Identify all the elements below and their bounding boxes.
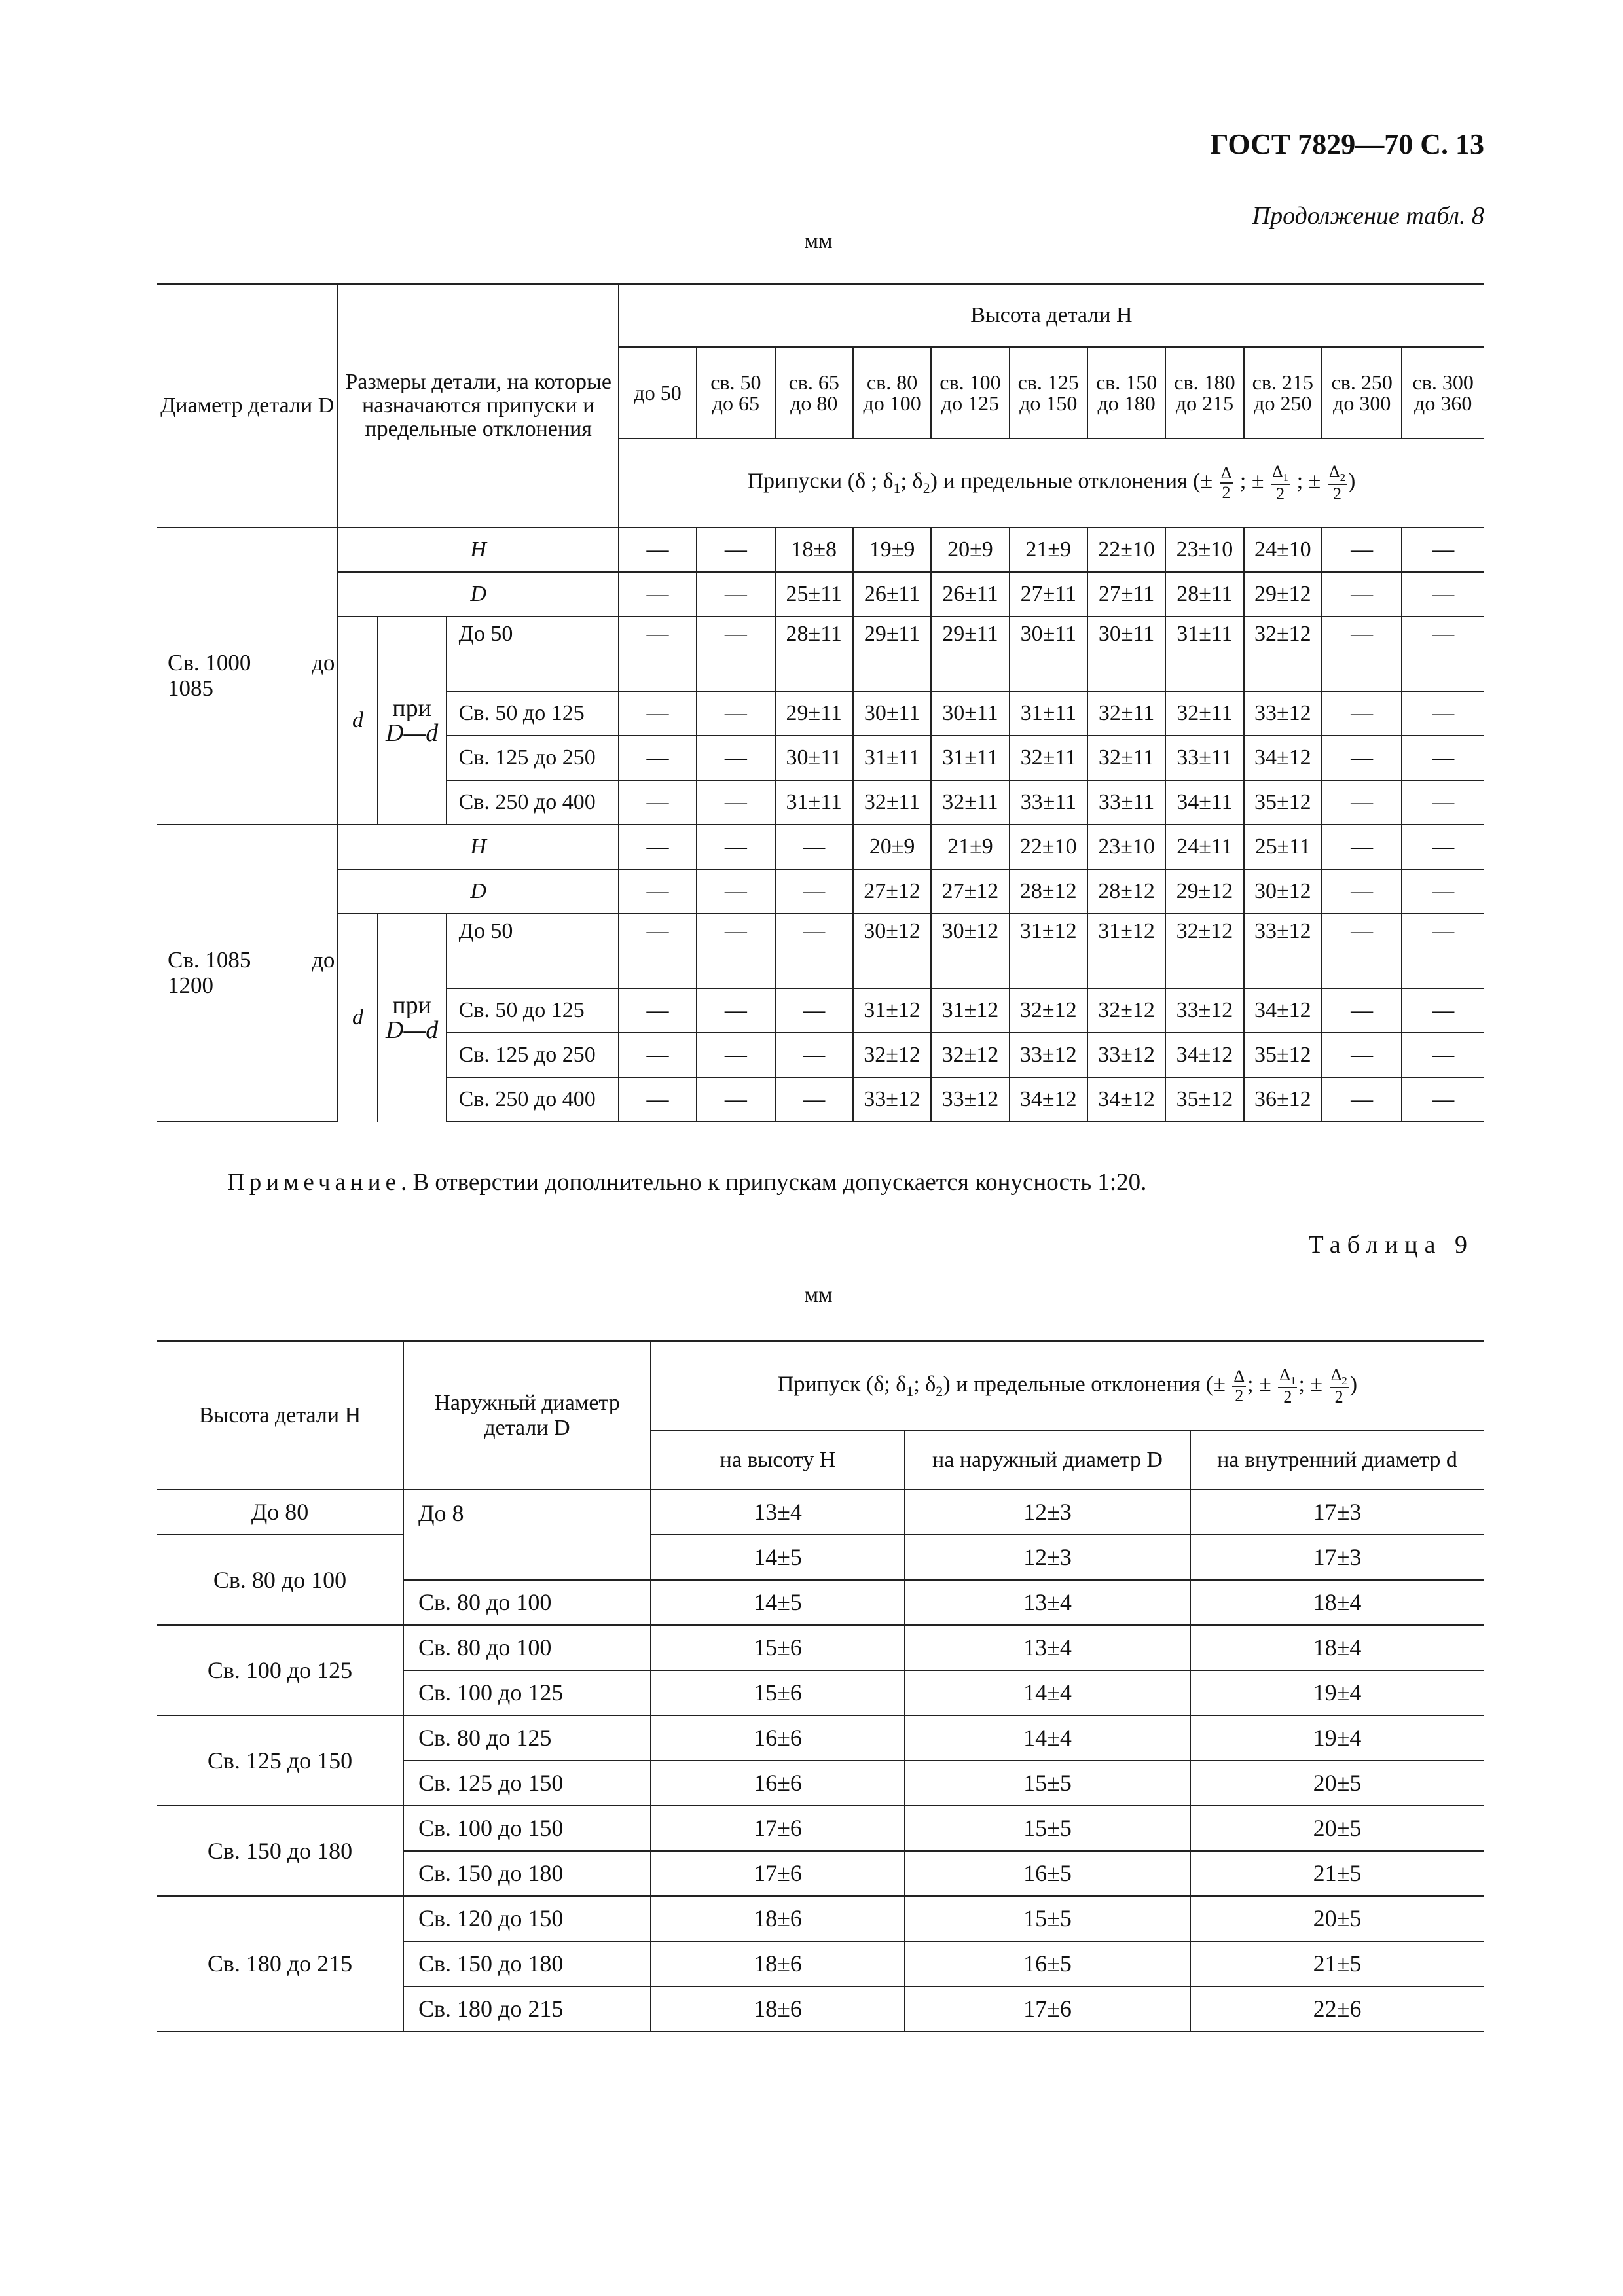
allowance-cell: 17±6 <box>651 1806 905 1851</box>
value-cell: — <box>1402 736 1484 780</box>
allowance-cell: 19±4 <box>1190 1715 1484 1761</box>
allowance-cell: 20±5 <box>1190 1896 1484 1941</box>
allowance-cell: 18±6 <box>651 1941 905 1986</box>
outer-diameter-cell: Св. 180 до 215 <box>403 1986 651 2032</box>
height-col-header: св. 50 до 65 <box>697 347 775 439</box>
table-row <box>157 1490 1484 1535</box>
value-cell: 31±12 <box>1087 914 1165 988</box>
value-cell: 27±12 <box>853 869 931 914</box>
allowance-cell: 21±5 <box>1190 1851 1484 1896</box>
value-cell: 33±11 <box>1010 780 1087 825</box>
row-label-d: d <box>338 617 377 825</box>
value-cell: 21±9 <box>931 825 1009 869</box>
table-row <box>157 528 1484 572</box>
diameter-cell: Св. 1085 до 1200 <box>157 825 338 1122</box>
table-row <box>157 617 1484 691</box>
value-cell: 34±11 <box>1165 780 1243 825</box>
table-row <box>157 825 1484 869</box>
value-cell: 30±11 <box>775 736 853 780</box>
row-label-d: d <box>338 914 377 1122</box>
height-col-header: св. 150 до 180 <box>1087 347 1165 439</box>
value-cell: 31±11 <box>931 736 1009 780</box>
value-cell: — <box>697 617 775 691</box>
value-cell: 33±12 <box>931 1077 1009 1122</box>
pri-label: при D—d <box>378 914 447 1122</box>
height-col-header: св. 180 до 215 <box>1165 347 1243 439</box>
value-cell: 18±8 <box>775 528 853 572</box>
value-cell: — <box>619 869 697 914</box>
value-cell: — <box>1322 736 1402 780</box>
value-cell: 34±12 <box>1010 1077 1087 1122</box>
allowance-cell: 18±4 <box>1190 1625 1484 1670</box>
value-cell: 22±10 <box>1010 825 1087 869</box>
sub-2: 2 <box>922 480 930 497</box>
range-label: Св. 50 до 125 <box>447 988 619 1033</box>
height-range-cell: Св. 100 до 125 <box>157 1625 403 1715</box>
value-cell: — <box>1322 617 1402 691</box>
value-cell: 31±11 <box>1010 691 1087 736</box>
outer-diameter-cell: Св. 80 до 125 <box>403 1715 651 1761</box>
value-cell: 32±12 <box>1165 914 1243 988</box>
value-cell: 33±12 <box>1244 914 1322 988</box>
row-label-H: H <box>338 825 618 869</box>
outer-diameter-cell: Св. 80 до 100 <box>403 1580 651 1625</box>
range-label: Св. 50 до 125 <box>447 691 619 736</box>
value-cell: — <box>1402 825 1484 869</box>
allowance-cell: 16±5 <box>905 1941 1190 1986</box>
table-row <box>157 869 1484 914</box>
table-row <box>157 1806 1484 1851</box>
header-allowance: Припуск (δ; $\delta_1$; $\delta_2$) и предельные отклонения (± $\frac{\Delta}{2}$ ; ± $\frac{\Delta_1}{2}$ ; ± $\frac{\Delta_2}{2}$ ) <box>651 1342 1484 1431</box>
value-cell: — <box>619 528 697 572</box>
height-col-header: св. 80 до 100 <box>853 347 931 439</box>
value-cell: — <box>775 825 853 869</box>
value-cell: 31±11 <box>853 736 931 780</box>
height-col-header: св. 250 до 300 <box>1322 347 1402 439</box>
fraction-delta2: $\frac{\Delta_2}{2}$ <box>1328 461 1346 503</box>
outer-diameter-cell: Св. 125 до 150 <box>403 1761 651 1806</box>
allowance-cell: 13±4 <box>905 1580 1190 1625</box>
allowance-cell: 21±5 <box>1190 1941 1484 1986</box>
allowance-cell: 18±6 <box>651 1986 905 2032</box>
value-cell: — <box>619 1077 697 1122</box>
header-height: Высота детали H <box>619 284 1484 347</box>
sub-1: 1 <box>893 480 901 497</box>
value-cell: — <box>1402 914 1484 988</box>
value-cell: 33±12 <box>853 1077 931 1122</box>
allowance-cell: 20±5 <box>1190 1806 1484 1851</box>
allowance-cell: 13±4 <box>651 1490 905 1535</box>
value-cell: 22±10 <box>1087 528 1165 572</box>
value-cell: 33±11 <box>1165 736 1243 780</box>
value-cell: 19±9 <box>853 528 931 572</box>
range-label: Св. 125 до 250 <box>447 1033 619 1077</box>
allowance-cell: 17±6 <box>905 1986 1190 2032</box>
value-cell: — <box>1322 914 1402 988</box>
row-label-H: H <box>338 528 618 572</box>
value-cell: — <box>697 780 775 825</box>
value-cell: — <box>775 1077 853 1122</box>
value-cell: 20±9 <box>853 825 931 869</box>
value-cell: 32±11 <box>853 780 931 825</box>
value-cell: — <box>619 572 697 617</box>
value-cell: 33±12 <box>1010 1033 1087 1077</box>
value-cell: — <box>619 617 697 691</box>
value-cell: — <box>1402 572 1484 617</box>
allowance-cell: 12±3 <box>905 1490 1190 1535</box>
value-cell: 25±11 <box>775 572 853 617</box>
height-col-header: до 50 <box>619 347 697 439</box>
allowance-cell: 16±5 <box>905 1851 1190 1896</box>
allowance-cell: 22±6 <box>1190 1986 1484 2032</box>
subheader-outer: на наружный диаметр D <box>905 1431 1190 1490</box>
allowance-prefix: Припуски (δ ; δ <box>747 469 894 493</box>
value-cell: — <box>619 988 697 1033</box>
row-label-D: D <box>338 869 618 914</box>
page-header-title: ГОСТ 7829—70 С. 13 <box>1210 128 1484 160</box>
value-cell: — <box>1402 869 1484 914</box>
allowance-cell: 16±6 <box>651 1715 905 1761</box>
range-label: Св. 250 до 400 <box>447 1077 619 1122</box>
value-cell: — <box>775 869 853 914</box>
table-row <box>157 572 1484 617</box>
value-cell: 23±10 <box>1165 528 1243 572</box>
value-cell: 31±11 <box>1165 617 1243 691</box>
value-cell: 32±12 <box>1244 617 1322 691</box>
allowance-cell: 20±5 <box>1190 1761 1484 1806</box>
allowance-cell: 17±6 <box>651 1851 905 1896</box>
value-cell: — <box>619 914 697 988</box>
value-cell: 31±12 <box>853 988 931 1033</box>
value-cell: 34±12 <box>1165 1033 1243 1077</box>
subheader-height: на высоту H <box>651 1431 905 1490</box>
value-cell: — <box>697 869 775 914</box>
outer-diameter-cell: Св. 120 до 150 <box>403 1896 651 1941</box>
value-cell: — <box>619 691 697 736</box>
height-col-header: св. 215 до 250 <box>1244 347 1322 439</box>
value-cell: — <box>775 914 853 988</box>
allowance-cell: 14±4 <box>905 1670 1190 1715</box>
value-cell: 28±11 <box>1165 572 1243 617</box>
value-cell: — <box>697 572 775 617</box>
value-cell: 34±12 <box>1244 736 1322 780</box>
allowance-cell: 13±4 <box>905 1625 1190 1670</box>
value-cell: — <box>1402 988 1484 1033</box>
outer-diameter-cell: Св. 150 до 180 <box>403 1941 651 1986</box>
value-cell: 35±12 <box>1244 1033 1322 1077</box>
value-cell: 28±12 <box>1087 869 1165 914</box>
table9-caption: Таблица 9 <box>1308 1231 1474 1259</box>
header-diameter: Диаметр детали D <box>157 284 338 528</box>
value-cell: — <box>697 825 775 869</box>
value-cell: 32±12 <box>1010 988 1087 1033</box>
value-cell: — <box>1402 528 1484 572</box>
height-range-cell: До 80 <box>157 1490 403 1535</box>
value-cell: — <box>1402 691 1484 736</box>
height-col-header: св. 65 до 80 <box>775 347 853 439</box>
allowance-cell: 18±6 <box>651 1896 905 1941</box>
allowance-cell: 14±5 <box>651 1535 905 1580</box>
value-cell: — <box>1322 691 1402 736</box>
allowance-suffix: ) и предельные отклонения (± <box>930 469 1213 493</box>
value-cell: 31±11 <box>775 780 853 825</box>
height-col-header: св. 300 до 360 <box>1402 347 1484 439</box>
value-cell: — <box>775 1033 853 1077</box>
allowance-cell: 15±6 <box>651 1625 905 1670</box>
value-cell: — <box>775 988 853 1033</box>
value-cell: — <box>697 736 775 780</box>
outer-diameter-cell: Св. 80 до 100 <box>403 1625 651 1670</box>
value-cell: — <box>1322 1033 1402 1077</box>
allowance-cell: 14±5 <box>651 1580 905 1625</box>
value-cell: 32±11 <box>1010 736 1087 780</box>
allowance-cell: 18±4 <box>1190 1580 1484 1625</box>
value-cell: 30±11 <box>931 691 1009 736</box>
value-cell: 32±12 <box>1087 988 1165 1033</box>
allowance-cell: 15±6 <box>651 1670 905 1715</box>
value-cell: 30±12 <box>931 914 1009 988</box>
allowance-cell: 17±3 <box>1190 1490 1484 1535</box>
value-cell: — <box>1322 1077 1402 1122</box>
value-cell: — <box>697 1033 775 1077</box>
header-outer-diameter: Наружный диаметр детали D <box>403 1342 651 1490</box>
value-cell: 24±10 <box>1244 528 1322 572</box>
height-range-cell: Св. 125 до 150 <box>157 1715 403 1806</box>
value-cell: 29±11 <box>853 617 931 691</box>
value-cell: — <box>1322 825 1402 869</box>
value-cell: 33±12 <box>1244 691 1322 736</box>
height-range-cell: Св. 80 до 100 <box>157 1535 403 1625</box>
note: Примечание. В отверстии дополнительно к припускам допускается конусность 1:20. <box>227 1169 1147 1196</box>
allowance-cell: 15±5 <box>905 1761 1190 1806</box>
value-cell: 25±11 <box>1244 825 1322 869</box>
value-cell: 32±11 <box>1087 736 1165 780</box>
pri-label: при D—d <box>378 617 447 825</box>
value-cell: — <box>1322 780 1402 825</box>
value-cell: 27±11 <box>1087 572 1165 617</box>
allowance-cell: 15±5 <box>905 1806 1190 1851</box>
value-cell: — <box>1402 617 1484 691</box>
value-cell: 27±11 <box>1010 572 1087 617</box>
allowance-cell: 15±5 <box>905 1896 1190 1941</box>
value-cell: — <box>619 825 697 869</box>
fraction-delta1: $\frac{\Delta_1}{2}$ <box>1272 461 1289 503</box>
value-cell: 30±12 <box>1244 869 1322 914</box>
value-cell: — <box>697 1077 775 1122</box>
table-row <box>157 1896 1484 1941</box>
value-cell: 32±12 <box>853 1033 931 1077</box>
value-cell: 32±11 <box>1087 691 1165 736</box>
table-row <box>157 1625 1484 1670</box>
table-row <box>157 1535 1484 1580</box>
allowance-cell: 17±3 <box>1190 1535 1484 1580</box>
value-cell: 30±12 <box>853 914 931 988</box>
allowance-mid: ; δ <box>900 469 923 493</box>
outer-diameter-cell: Св. 150 до 180 <box>403 1851 651 1896</box>
range-label: Св. 250 до 400 <box>447 780 619 825</box>
diameter-cell: Св. 1000 до 1085 <box>157 528 338 825</box>
value-cell: 30±11 <box>853 691 931 736</box>
value-cell: — <box>1322 988 1402 1033</box>
value-cell: 27±12 <box>931 869 1009 914</box>
value-cell: 28±11 <box>775 617 853 691</box>
value-cell: 33±12 <box>1087 1033 1165 1077</box>
value-cell: — <box>697 528 775 572</box>
value-cell: 29±11 <box>775 691 853 736</box>
table-row <box>157 914 1484 988</box>
outer-diameter-cell: Св. 100 до 150 <box>403 1806 651 1851</box>
value-cell: — <box>619 736 697 780</box>
allowance-cell: 14±4 <box>905 1715 1190 1761</box>
header-height-h: Высота детали H <box>157 1342 403 1490</box>
value-cell: 28±12 <box>1010 869 1087 914</box>
value-cell: 32±11 <box>1165 691 1243 736</box>
value-cell: 32±12 <box>931 1033 1009 1077</box>
value-cell: 33±12 <box>1165 988 1243 1033</box>
header-sizes: Размеры детали, на которые назначаются припуски и предельные отклонения <box>338 284 618 528</box>
height-col-header: св. 100 до 125 <box>931 347 1009 439</box>
value-cell: — <box>619 780 697 825</box>
value-cell: 30±11 <box>1087 617 1165 691</box>
value-cell: 26±11 <box>931 572 1009 617</box>
value-cell: — <box>1322 869 1402 914</box>
value-cell: 24±11 <box>1165 825 1243 869</box>
value-cell: 31±12 <box>931 988 1009 1033</box>
value-cell: 32±11 <box>931 780 1009 825</box>
value-cell: 29±12 <box>1165 869 1243 914</box>
value-cell: 35±12 <box>1244 780 1322 825</box>
height-col-header: св. 125 до 150 <box>1010 347 1087 439</box>
value-cell: — <box>1322 572 1402 617</box>
value-cell: 34±12 <box>1087 1077 1165 1122</box>
allowance-cell: 19±4 <box>1190 1670 1484 1715</box>
value-cell: — <box>697 914 775 988</box>
value-cell: 35±12 <box>1165 1077 1243 1122</box>
range-label: До 50 <box>447 617 619 691</box>
value-cell: 26±11 <box>853 572 931 617</box>
height-range-cell: Св. 150 до 180 <box>157 1806 403 1896</box>
table-9 <box>157 1340 1484 2032</box>
value-cell: 21±9 <box>1010 528 1087 572</box>
value-cell: — <box>697 988 775 1033</box>
value-cell: — <box>1402 780 1484 825</box>
value-cell: 30±11 <box>1010 617 1087 691</box>
value-cell: 31±12 <box>1010 914 1087 988</box>
row-label-D: D <box>338 572 618 617</box>
range-label: До 50 <box>447 914 619 988</box>
allowance-cell: 12±3 <box>905 1535 1190 1580</box>
value-cell: — <box>1322 528 1402 572</box>
allowance-cell: 16±6 <box>651 1761 905 1806</box>
value-cell: — <box>619 1033 697 1077</box>
table-row <box>157 1715 1484 1761</box>
outer-diameter-cell: Св. 100 до 125 <box>403 1670 651 1715</box>
value-cell: — <box>697 691 775 736</box>
value-cell: 33±11 <box>1087 780 1165 825</box>
value-cell: 20±9 <box>931 528 1009 572</box>
table8-unit: мм <box>804 229 833 253</box>
value-cell: 36±12 <box>1244 1077 1322 1122</box>
table9-unit: мм <box>804 1283 833 1307</box>
value-cell: 34±12 <box>1244 988 1322 1033</box>
value-cell: — <box>1402 1077 1484 1122</box>
range-label: Св. 125 до 250 <box>447 736 619 780</box>
outer-diameter-cell: До 8 <box>403 1490 651 1580</box>
fraction-delta: $\frac{\Delta}{2}$ <box>1220 463 1232 502</box>
height-range-cell: Св. 180 до 215 <box>157 1896 403 2032</box>
value-cell: 29±11 <box>931 617 1009 691</box>
value-cell: 29±12 <box>1244 572 1322 617</box>
subheader-inner: на внутренний диаметр d <box>1190 1431 1484 1490</box>
value-cell: — <box>1402 1033 1484 1077</box>
table-8 <box>157 283 1484 1122</box>
value-cell: 23±10 <box>1087 825 1165 869</box>
header-allowances: Припуски (δ ; $\delta_1$; $\delta_2$) и предельные отклонения (± $\frac{\Delta}{2}$ ; ± $\frac{\Delta_1}{2}$ ; ± $\frac{\Delta_2}{2}$ ) <box>619 439 1484 528</box>
table-continuation-label: Продолжение табл. 8 <box>1252 202 1484 230</box>
